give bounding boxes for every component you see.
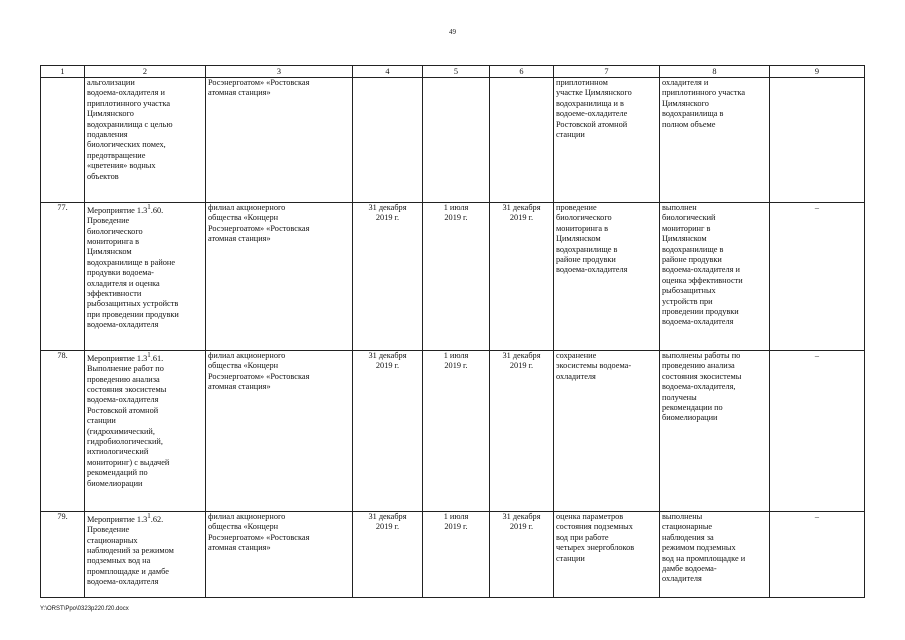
executor-cell: филиал акционерного общества «Концерн Росэнергоатом» «Ростовская атомная станция» <box>206 512 353 598</box>
table-row <box>41 203 865 351</box>
date-cell: 31 декабря 2019 г. <box>353 351 423 512</box>
table-row <box>41 351 865 512</box>
measure-superscript: 1 <box>147 352 151 359</box>
date-cell <box>490 78 554 203</box>
column-header: 4 <box>353 66 423 78</box>
column-header: 1 <box>41 66 85 78</box>
measure-text: .61. Выполнение работ по проведению анализа состояния экосистемы водоема-охладителя Ростовской атомной станции (гидрохимический, гидробиологический, ихтиологический мониторинг) с выдачей рекомендаций по биомелиорации <box>87 353 170 488</box>
measure-superscript: 1 <box>147 513 151 520</box>
column-header: 5 <box>423 66 490 78</box>
date-cell <box>353 78 423 203</box>
result-actual-cell: охладителя и приплотинного участка Цимлянского водохранилища в полном объеме <box>660 78 770 203</box>
header-row <box>41 66 865 78</box>
result-planned-cell: оценка параметров состояния подземных вод при работе четырех энергоблоков станции <box>554 512 660 598</box>
row-number-cell <box>41 78 85 203</box>
notes-cell: – <box>770 512 865 598</box>
measure-title: Мероприятие 1.3 <box>87 205 148 215</box>
notes-cell: – <box>770 351 865 512</box>
notes-cell <box>770 78 865 203</box>
result-planned-cell: проведение биологического мониторинга в Цимлянском водохранилище в районе продувки водоема-охладителя <box>554 203 660 351</box>
row-number-cell: 78. <box>41 351 85 512</box>
result-planned-cell: приплотинном участке Цимлянского водохранилища и в водоеме-охладителе Ростовской атомной станции <box>554 78 660 203</box>
date-cell: 31 декабря 2019 г. <box>490 512 554 598</box>
column-header: 2 <box>85 66 206 78</box>
result-planned-cell: сохранение экосистемы водоема- охладителя <box>554 351 660 512</box>
column-header: 7 <box>554 66 660 78</box>
date-cell: 1 июля 2019 г. <box>423 512 490 598</box>
measure-cell <box>85 512 206 598</box>
row-number-cell: 79. <box>41 512 85 598</box>
measure-superscript: 1 <box>147 204 151 211</box>
column-header: 6 <box>490 66 554 78</box>
measure-text: .60. Проведение биологического мониторинга в Цимлянском водохранилище в районе продувки водоема- охладителя и оценка эффективности рыбозащитных устройств при проведении продувки водоема-охладителя <box>87 205 179 330</box>
date-cell: 1 июля 2019 г. <box>423 351 490 512</box>
file-path-footer: Y:\ORST\Ppo\0323p220.f20.docx <box>40 606 129 612</box>
result-actual-cell: выполнены работы по проведению анализа состояния экосистемы водоема-охладителя, получены рекомендации по биомелиорации <box>660 351 770 512</box>
page-number: 49 <box>449 28 456 36</box>
measure-text: .62. Проведение стационарных наблюдений за режимом подземных вод на промплощадке и дамбе водоема-охладителя <box>87 514 174 587</box>
executor-cell: филиал акционерного общества «Концерн Росэнергоатом» «Ростовская атомная станция» <box>206 351 353 512</box>
date-cell: 31 декабря 2019 г. <box>353 512 423 598</box>
table-row-continuation <box>41 78 865 203</box>
date-cell: 31 декабря 2019 г. <box>490 351 554 512</box>
row-number-cell: 77. <box>41 203 85 351</box>
measure-cell <box>85 351 206 512</box>
date-cell: 1 июля 2019 г. <box>423 203 490 351</box>
result-actual-cell: выполнен биологический мониторинг в Цимлянском водохранилище в районе продувки водоема-охладителя и оценка эффективности рыбозащитных устройств при проведении продувки водоема-охладителя <box>660 203 770 351</box>
measure-cell: альголизации водоема-охладителя и приплотинного участка Цимлянского водохранилища с целью подавления биологических помех, предотвращение «цветения» водных объектов <box>85 78 206 203</box>
date-cell: 31 декабря 2019 г. <box>490 203 554 351</box>
measure-cell <box>85 203 206 351</box>
table-row <box>41 512 865 598</box>
report-table <box>40 65 865 598</box>
column-header: 8 <box>660 66 770 78</box>
column-header: 9 <box>770 66 865 78</box>
executor-cell: Росэнергоатом» «Ростовская атомная станция» <box>206 78 353 203</box>
date-cell <box>423 78 490 203</box>
result-actual-cell: выполнены стационарные наблюдения за режимом подземных вод на промплощадке и дамбе водоема- охладителя <box>660 512 770 598</box>
executor-cell: филиал акционерного общества «Концерн Росэнергоатом» «Ростовская атомная станция» <box>206 203 353 351</box>
measure-title: Мероприятие 1.3 <box>87 514 148 524</box>
column-header: 3 <box>206 66 353 78</box>
notes-cell: – <box>770 203 865 351</box>
date-cell: 31 декабря 2019 г. <box>353 203 423 351</box>
measure-title: Мероприятие 1.3 <box>87 353 148 363</box>
